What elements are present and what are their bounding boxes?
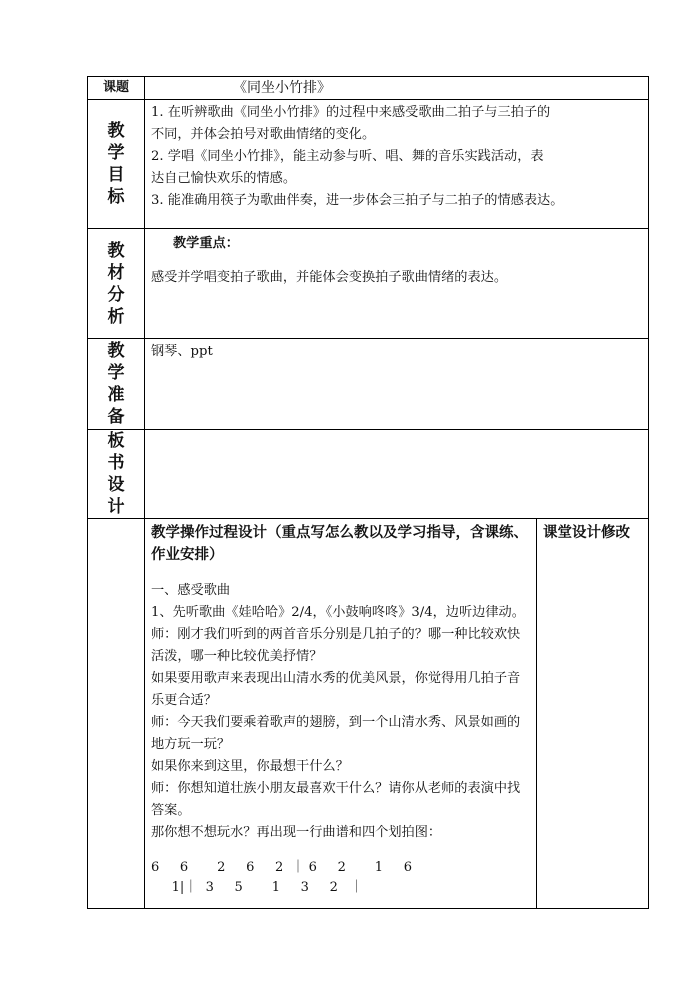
process-heading: 教学操作过程设计（重点写怎么教以及学习指导，含课练、作业安排） (151, 525, 528, 563)
analysis-label-char: 析 (107, 306, 125, 327)
preparation-label-char: 备 (107, 407, 125, 427)
board-label-char: 板 (107, 431, 125, 451)
analysis-label-char: 分 (107, 284, 125, 305)
preparation-label-char: 教 (107, 341, 125, 361)
process-line: 师：刚才我们听到的两首音乐分别是几拍子的？哪一种比较欢快活泼，哪一种比较优美抒情？ (151, 627, 521, 664)
process-line: 师：你想知道壮族小朋友最喜欢干什么？请你从老师的表演中找答案。 (151, 781, 521, 818)
objectives-label-char: 目 (107, 165, 125, 185)
process-line: 师：今天我们要乘着歌声的翅膀，到一个山清水秀、风景如画的地方玩一玩？ (151, 715, 521, 752)
objective-line: 达自己愉快欢乐的情感。 (151, 171, 297, 186)
analysis-row (88, 229, 649, 339)
preparation-label-char: 准 (107, 385, 125, 405)
preparation-row (88, 339, 649, 430)
analysis-label-char: 材 (107, 262, 125, 283)
revision-column (537, 519, 649, 909)
analysis-label (88, 229, 145, 339)
board-label-char: 计 (107, 497, 125, 517)
objective-line: 3. 能准确用筷子为歌曲伴奏，进一步体会三拍子与二拍子的情感表达。 (151, 193, 564, 208)
notation-line: 6 6 2 6 2 ｜ 6 2 1 6 (151, 860, 412, 875)
topic-value: 《同坐小竹排》 (145, 77, 649, 100)
process-content (145, 519, 537, 909)
objectives-label-char: 学 (107, 143, 125, 163)
process-line: 1、先听歌曲《娃哈哈》2/4，《小鼓响咚咚》3/4，边听边律动。 (151, 605, 525, 620)
objectives-row (88, 100, 649, 229)
lesson-plan-table (87, 76, 649, 909)
objectives-label (88, 100, 145, 229)
process-line: 一、感受歌曲 (151, 583, 231, 598)
objective-line: 2. 学唱《同坐小竹排》，能主动参与听、唱、舞的音乐实践活动，表 (151, 149, 544, 164)
process-line: 如果要用歌声来表现出山清水秀的优美风景，你觉得用几拍子音乐更合适？ (151, 671, 521, 708)
objectives-label-char: 教 (107, 121, 125, 141)
board-label-char: 书 (107, 453, 125, 473)
topic-row (88, 77, 649, 100)
preparation-label-char: 学 (107, 363, 125, 383)
board-content (145, 430, 649, 519)
board-label-char: 设 (107, 475, 125, 495)
preparation-label (88, 339, 145, 430)
process-row (88, 519, 649, 909)
objectives-content (145, 100, 649, 229)
key-point-text: 感受并学唱变拍子歌曲，并能体会变换拍子歌曲情绪的表达。 (151, 270, 508, 285)
analysis-label-char: 教 (107, 240, 125, 261)
preparation-text: 钢琴、ppt (151, 344, 213, 359)
process-label-empty (88, 519, 145, 909)
objective-line: 1. 在听辨歌曲《同坐小竹排》的过程中来感受歌曲二拍子与三拍子的 (151, 105, 551, 120)
process-line: 如果你来到这里，你最想干什么？ (151, 759, 349, 774)
revision-heading: 课堂设计修改 (543, 525, 630, 541)
preparation-content (145, 339, 649, 430)
topic-label: 课题 (88, 77, 145, 100)
key-point-heading: 教学重点： (173, 236, 239, 251)
objective-line: 不同，并体会拍号对歌曲情绪的变化。 (151, 127, 376, 142)
objectives-label-char: 标 (107, 187, 125, 207)
process-line: 那你想不想玩水？再出现一行曲谱和四个划拍图： (151, 825, 442, 840)
board-row (88, 430, 649, 519)
board-label (88, 430, 145, 519)
analysis-content (145, 229, 649, 339)
notation-line: 1|｜ 3 5 1 3 2 ｜ (151, 880, 364, 895)
